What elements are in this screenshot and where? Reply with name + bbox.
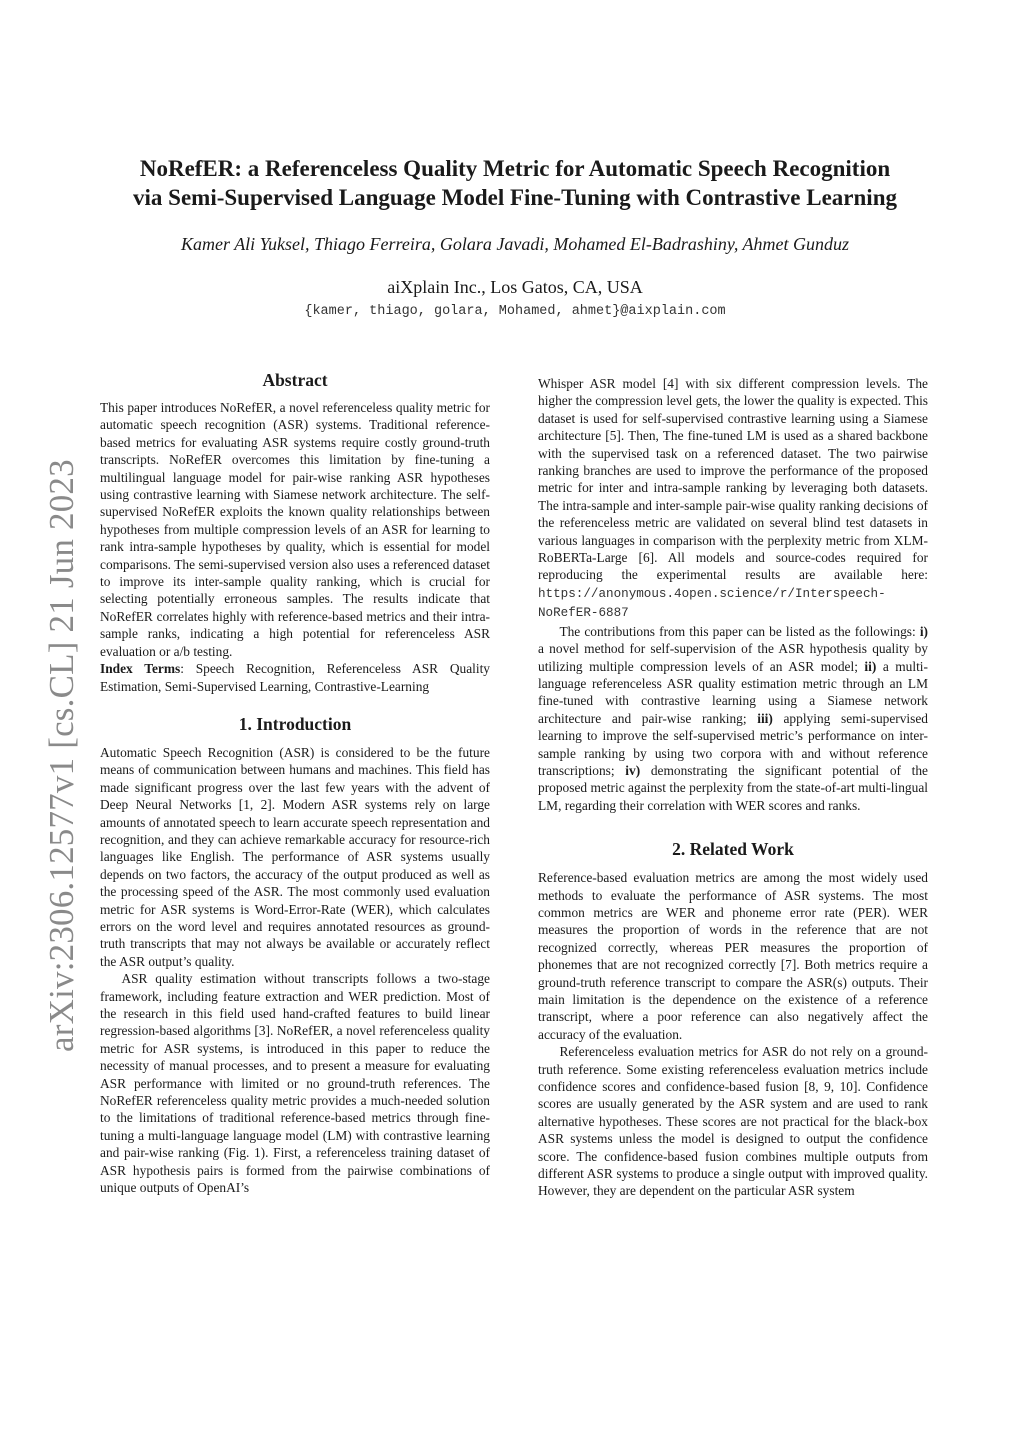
title-line-1: NoRefER: a Referenceless Quality Metric for Automatic Speech Recognition bbox=[139, 156, 891, 181]
arxiv-identifier: arXiv:2306.12577v1 [cs.CL] 21 Jun 2023 bbox=[42, 459, 81, 1052]
related-work-heading: 2. Related Work bbox=[672, 839, 794, 860]
introduction-paragraph-1: Automatic Speech Recognition (ASR) is considered to be the future means of communication between humans and machines. This field has made significant progress over the last few years with the advent of Deep Neural Networks [1, 2]. Modern ASR systems rely on large amounts of annotated speech to learn accurate speech representation and recognition, and they can achieve remarkable accuracy for resource-rich languages like English. The performance of ASR systems usually depends on two factors, the accuracy of the output produced as well as the processing speed of the ASR. The most commonly used evaluation metric for ASR systems is Word-Error-Rate (WER), which calculates errors on the word level and requires annotated resources as ground-truth transcripts that may not always be available or accurately reflect the ASR output’s quality. bbox=[100, 744, 490, 969]
contribution-3-label: iii) bbox=[757, 710, 773, 726]
introduction-paragraph-2: ASR quality estimation without transcripts follows a two-stage framework, including feature extraction and WER prediction. Most of the research in this field used hand-crafted features to build linear regression-based algorithms [3]. NoRefER, a novel referenceless quality metric for ASR systems, is introduced in this paper to reduce the necessity of manual processes, and to present a measure for evaluating ASR performance with limited or no ground-truth references. The NoRefER referenceless quality metric provides a much-needed solution to the limitations of traditional reference-based metrics through fine-tuning a multi-language language model (LM) with contrastive learning and pair-wise ranking (Fig. 1). First, a referenceless training dataset of ASR hypothesis pairs is formed from the pairwise combinations of unique outputs of OpenAI’s bbox=[100, 971, 490, 1196]
contribution-4-label: iv) bbox=[625, 762, 641, 778]
paper-title bbox=[80, 154, 950, 212]
introduction-heading: 1. Introduction bbox=[238, 713, 352, 734]
index-terms-label: Index Terms bbox=[100, 661, 181, 677]
author-emails: {kamer, thiago, golara, Mohamed, ahmet}@aixplain.com bbox=[304, 304, 726, 319]
contribution-2-label: ii) bbox=[864, 658, 877, 674]
abstract-text: This paper introduces NoRefER, a novel referenceless quality metric for automatic speech recognition (ASR) systems. Traditional reference-based metrics for evaluating ASR systems require costly ground-truth transcripts. NoRefER overcomes this limitation by fine-tuning a multilingual language model for pair-wise ranking ASR hypotheses using contrastive learning with Siamese network architecture. The self-supervised NoRefER exploits the known quality relationships between hypotheses from multiple compression levels of an ASR for learning to rank intra-sample hypotheses by quality, which is essential for model comparisons. The semi-supervised version also uses a referenced dataset to improve its inter-sample quality ranking, which is crucial for selecting potentially erroneous samples. The results indicate that NoRefER correlates highly with reference-based metrics and their intra-sample ranks, indicating a high potential for referenceless ASR evaluation or a/b testing. bbox=[100, 400, 490, 659]
contribution-4-text: demonstrating the significant potential of the proposed metric against the perplexity from the state-of-art multi-lingual LM, regarding their correlation with WER scores and ranks. bbox=[538, 762, 928, 813]
title-line-2: via Semi-Supervised Language Model Fine-Tuning with Contrastive Learning bbox=[133, 185, 897, 210]
introduction-paragraph-3-text: Whisper ASR model [4] with six different compression levels. The higher the compression level gets, the lower the quality is expected. This dataset is used for self-supervised contrastive learning using a Siamese architecture [5]. Then, The fine-tuned LM is used as a shared backbone with the supervised task on a referenced dataset. The two pairwise ranking branches are used to improve the performance of the proposed metric for inter and intra-sample ranking by leveraging both datasets. The intra-sample and inter-sample pair-wise quality ranking decisions of the referenceless metric are validated on several blind test datasets in various languages in comparison with the perplexity metric from XLM-RoBERTa-Large [6]. All models and source-codes required for reproducing the experimental results are available here: bbox=[538, 376, 928, 583]
author-list: Kamer Ali Yuksel, Thiago Ferreira, Golara Javadi, Mohamed El-Badrashiny, Ahmet Gunduz bbox=[181, 234, 849, 254]
related-work-paragraph-1: Reference-based evaluation metrics are among the most widely used methods to evaluate the performance of ASR systems. The most common metrics are WER and phoneme error rate (PER). WER measures the proportion of words in the reference that are not recognized correctly, whereas PER measures the proportion of phonemes that are not recognized correctly [7]. Both metrics require a ground-truth reference transcript to compare the ASR(s) outputs. Their main limitation is the dependence on the existence of a reference transcript, where a poor reference can also negatively affect the accuracy of the evaluation. bbox=[538, 870, 928, 1042]
related-work-paragraph-2: Referenceless evaluation metrics for ASR do not rely on a ground-truth reference. Some existing referenceless evaluation metrics include confidence scores and confidence-based fusion [8, 9, 10]. Confidence scores are usually generated by the ASR system and are used to rank alternative hypotheses. These scores are not practical for the black-box ASR systems unless the model is designed to output the confidence score. The confidence-based fusion combines multiple outputs from different ASR systems to produce a single output with improved quality. However, they are dependent on the particular ASR system bbox=[538, 1044, 928, 1199]
contributions-lead: The contributions from this paper can be listed as the followings: bbox=[559, 623, 920, 639]
contribution-1-label: i) bbox=[919, 623, 928, 639]
repository-link[interactable]: https://anonymous.4open.science/r/Interspeech-NoRefER-6887 bbox=[538, 586, 886, 621]
left-column bbox=[100, 368, 490, 1196]
contribution-3-text: applying semi-supervised learning to improve the self-supervised metric’s performance on inter-sample ranking by using two corpora with and without reference transcriptions; bbox=[538, 710, 929, 778]
contributions-paragraph bbox=[538, 623, 928, 814]
right-column bbox=[538, 375, 928, 1200]
index-terms-text: : Speech Recognition, Referenceless ASR Quality Estimation, Semi-Supervised Learning, Contrastive-Learning bbox=[100, 661, 490, 694]
index-terms bbox=[100, 660, 490, 695]
abstract-heading: Abstract bbox=[262, 370, 328, 390]
contribution-2-text: a multi-language referenceless ASR quality estimation metric through an LM fine-tuned with contrastive learning using a Siamese network architecture and pair-wise ranking; bbox=[538, 658, 928, 726]
introduction-paragraph-3 bbox=[538, 375, 928, 623]
contribution-1-text: a novel method for self-supervision of the ASR hypothesis quality by utilizing multiple compression levels of an ASR model; bbox=[538, 641, 928, 674]
affiliation: aiXplain Inc., Los Gatos, CA, USA bbox=[387, 277, 643, 297]
